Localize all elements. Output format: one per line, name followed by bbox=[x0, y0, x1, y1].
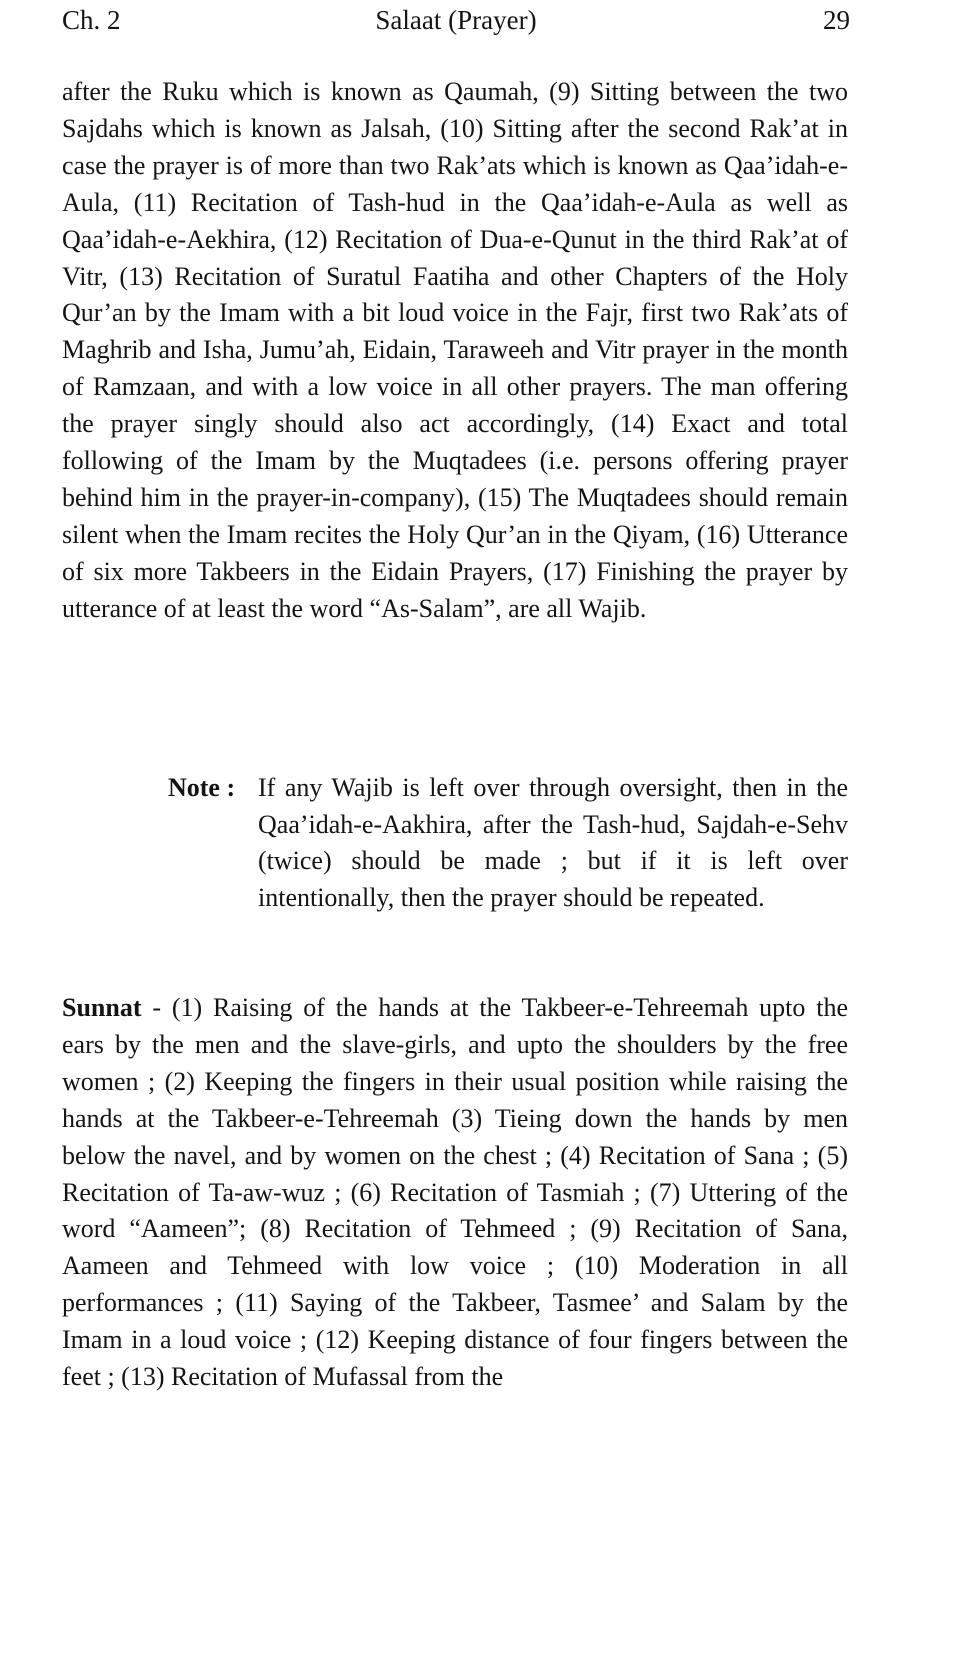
sunnat-paragraph bbox=[62, 990, 848, 1396]
page-title: Salaat (Prayer) bbox=[375, 5, 537, 35]
sunnat-heading: Sunnat bbox=[62, 993, 142, 1022]
page-number: 29 bbox=[823, 5, 850, 35]
running-header bbox=[62, 2, 850, 38]
sunnat-text: - (1) Raising of the hands at the Takbeer-e-Tehreemah upto the ears by the men and the slave-girls, and upto the shoulders by the free women ; (2) Keeping the fingers in their usual position while raising the hands at the Takbeer-e-Tehreemah (3) Tieing down the hands by men below the navel, and by women on the chest ; (4) Recitation of Sana ; (5) Recitation of Ta-aw-wuz ; (6) Recitation of Tasmiah ; (7) Uttering of the word “Aameen”; (8) Recitation of Tehmeed ; (9) Recitation of Sana, Aameen and Tehmeed with low voice ; (10) Moderation in all performances ; (11) Saying of the Takbeer, Tasmee’ and Salam by the Imam in a loud voice ; (12) Keeping distance of four fingers between the feet ; (13) Recitation of Mufassal from the bbox=[62, 993, 848, 1392]
chapter-label: Ch. 2 bbox=[62, 5, 121, 35]
note-text: If any Wajib is left over through oversight, then in the Qaa’idah-e-Aakhira, after the Tash-hud, Sajdah-e-Sehv (twice) should be made ; but if it is left over intentionally, then the prayer should be repeated. bbox=[258, 773, 848, 912]
note-label: Note : bbox=[168, 773, 236, 802]
wajib-paragraph: after the Ruku which is known as Qaumah, (9) Sitting between the two Sajdahs which is known as Jalsah, (10) Sitting after the second Rak’at in case the prayer is of more than two Rak’ats which is known as Qaa’idah-e-Aula, (11) Recitation of Tash-hud in the Qaa’idah-e-Aula as well as Qaa’idah-e-Aekhira, (12) Recitation of Dua-e-Qunut in the third Rak’at of Vitr, (13) Recitation of Suratul Faatiha and other Chapters of the Holy Qur’an by the Imam with a bit loud voice in the Fajr, first two Rak’ats of Maghrib and Isha, Jumu’ah, Eidain, Taraweeh and Vitr prayer in the month of Ramzaan, and with a low voice in all other prayers. The man offering the prayer singly should also act accordingly, (14) Exact and total following of the Imam by the Muqtadees (i.e. persons offering prayer behind him in the prayer-in-company), (15) The Muqtadees should remain silent when the Imam recites the Holy Qur’an in the Qiyam, (16) Utterance of six more Takbeers in the Eidain Prayers, (17) Finishing the prayer by utterance of at least the word “As-Salam”, are all Wajib. bbox=[62, 77, 848, 623]
note-block bbox=[168, 770, 848, 916]
